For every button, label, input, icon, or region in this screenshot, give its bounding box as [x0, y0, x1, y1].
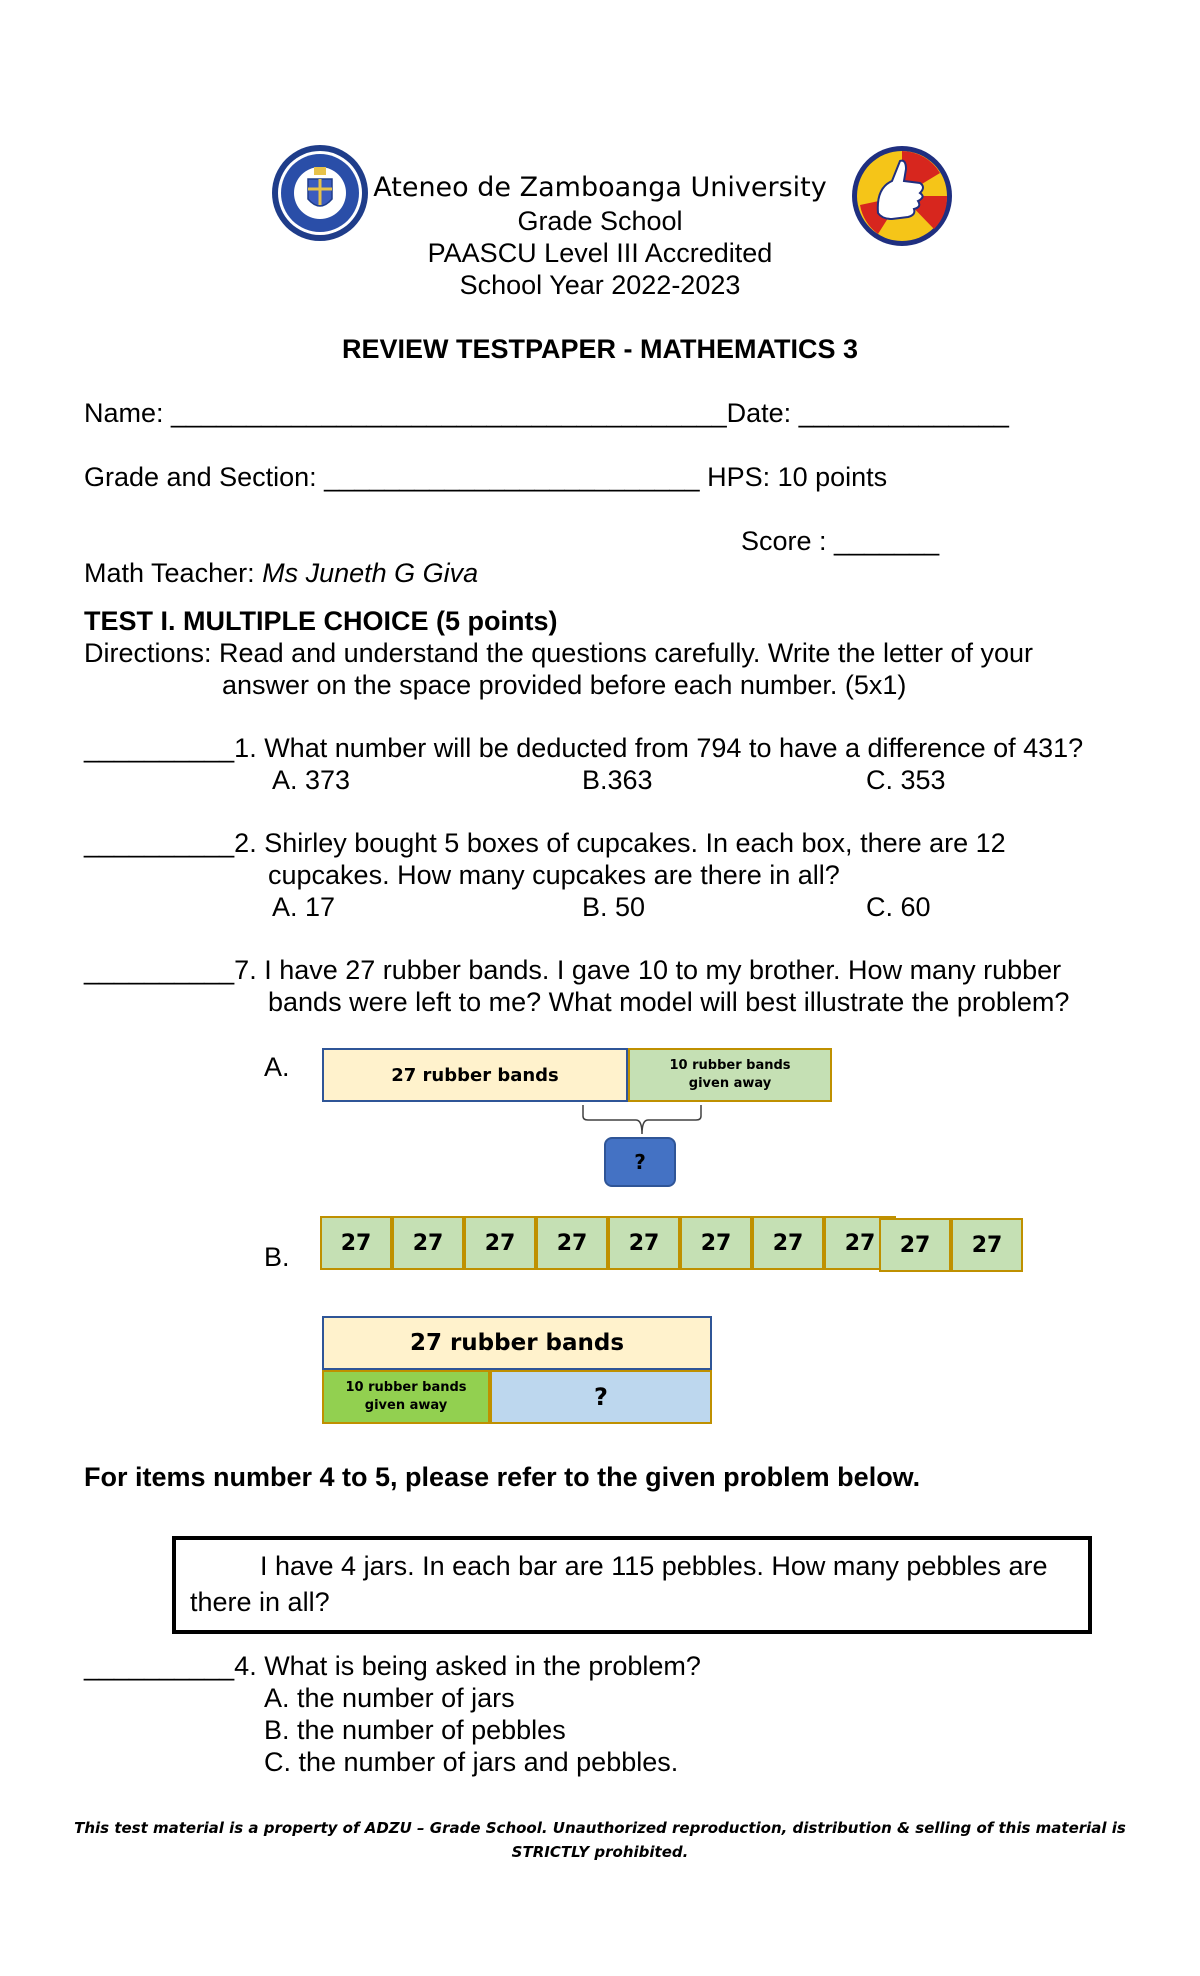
question-7-line2: bands were left to me? What model will best illustrate the problem? — [268, 987, 1070, 1017]
model-b-cell-value: 27 — [899, 1232, 931, 1258]
date-blank: ______________ — [798, 398, 1009, 428]
grade-label: Grade and Section: — [84, 462, 325, 492]
hps-label: HPS: 10 points — [707, 462, 888, 492]
answer-blank: __________ — [84, 828, 235, 858]
model-b-cell — [951, 1218, 1023, 1272]
grade-blank: _________________________ — [324, 462, 700, 492]
problem-line2: there in all? — [190, 1587, 330, 1617]
school-year: School Year 2022-2023 — [459, 270, 741, 300]
teacher-row — [84, 557, 478, 589]
grade-row — [84, 461, 887, 493]
question-4-text: 4. What is being asked in the problem? — [234, 1651, 701, 1681]
model-a-unknown-label: ? — [634, 1150, 646, 1174]
question-2-line2: cupcakes. How many cupcakes are there in all? — [268, 860, 840, 890]
problem-line1: I have 4 jars. In each bar are 115 pebbles. How many pebbles are — [260, 1551, 1048, 1581]
q1-choice-c: C. 353 — [866, 765, 946, 795]
model-b-cell-value: 27 — [412, 1230, 444, 1256]
answer-blank: __________ — [84, 733, 235, 763]
score-label: Score : — [741, 526, 835, 556]
question-1 — [84, 732, 1083, 764]
items-4-5-heading: For items number 4 to 5, please refer to the given problem below. — [84, 1462, 921, 1492]
model-c-unknown-label: ? — [594, 1383, 608, 1411]
teacher-label: Math Teacher: — [84, 558, 263, 588]
question-1-text: 1. What number will be deducted from 794 to have a difference of 431? — [234, 733, 1084, 763]
footer-line2: STRICTLY prohibited. — [511, 1843, 689, 1861]
option-a-label: A. — [264, 1052, 290, 1082]
directions-line2: answer on the space provided before each number. (5x1) — [222, 670, 907, 700]
model-b-cell — [320, 1216, 392, 1270]
test1-heading: TEST I. MULTIPLE CHOICE (5 points) — [84, 606, 558, 636]
model-a-total-label: 27 rubber bands — [391, 1064, 559, 1086]
model-b-cell-value: 27 — [844, 1230, 876, 1256]
accreditation: PAASCU Level III Accredited — [427, 238, 773, 268]
question-2-line1: 2. Shirley bought 5 boxes of cupcakes. In each box, there are 12 — [234, 828, 1006, 858]
model-b-cell — [392, 1216, 464, 1270]
university-name: Ateneo de Zamboanga University — [373, 172, 827, 203]
model-a-total-box — [322, 1048, 628, 1102]
question-2 — [84, 827, 1006, 859]
model-b-cell-value: 27 — [628, 1230, 660, 1256]
model-c-given-box — [322, 1370, 490, 1424]
question-4 — [84, 1650, 701, 1682]
model-c-total-label: 27 rubber bands — [409, 1330, 625, 1356]
model-b-cell — [752, 1216, 824, 1270]
model-a-given-label: 10 rubber bands given away — [669, 1058, 791, 1091]
model-b-cell — [680, 1216, 752, 1270]
answer-blank: __________ — [84, 955, 235, 985]
model-b-cell-value: 27 — [484, 1230, 516, 1256]
q4-choice-b: B. the number of pebbles — [264, 1715, 566, 1745]
model-a-given-box — [628, 1048, 832, 1102]
q2-choice-c: C. 60 — [866, 892, 931, 922]
model-b-cell-value: 27 — [556, 1230, 588, 1256]
q4-choice-c: C. the number of jars and pebbles. — [264, 1747, 679, 1777]
model-b-cell-value: 27 — [971, 1232, 1003, 1258]
question-7 — [84, 954, 1061, 986]
teacher-name: Ms Juneth G Giva — [262, 558, 479, 588]
q1-choice-a: A. 373 — [272, 765, 351, 795]
question-7-line1: 7. I have 27 rubber bands. I gave 10 to my brother. How many rubber — [234, 955, 1062, 985]
model-b-cell — [536, 1216, 608, 1270]
option-b-label: B. — [264, 1242, 290, 1272]
model-c-total-box — [322, 1316, 712, 1370]
problem-box — [172, 1536, 1092, 1634]
name-blank: _____________________________________ — [171, 398, 727, 428]
model-b-cell — [464, 1216, 536, 1270]
score-blank: _______ — [834, 526, 940, 556]
q2-choice-a: A. 17 — [272, 892, 336, 922]
date-label: Date: — [726, 398, 799, 428]
q4-choice-a: A. the number of jars — [264, 1683, 515, 1713]
model-b-cell — [879, 1218, 951, 1272]
model-b-cell-value: 27 — [772, 1230, 804, 1256]
model-b-cell-value: 27 — [340, 1230, 372, 1256]
model-c-given-label: 10 rubber bands given away — [345, 1380, 467, 1413]
name-label: Name: — [84, 398, 172, 428]
model-b-cell-value: 27 — [700, 1230, 732, 1256]
model-a-brace — [580, 1104, 704, 1136]
footer-line1: This test material is a property of ADZU – Grade School. Unauthorized reproduction, distribution & selling of this material is — [74, 1819, 1126, 1837]
model-b-cell — [608, 1216, 680, 1270]
directions-line1: Directions: Read and understand the questions carefully. Write the letter of your — [84, 638, 1034, 668]
answer-blank: __________ — [84, 1651, 235, 1681]
model-c-unknown-box — [490, 1370, 712, 1424]
school-name: Grade School — [517, 206, 683, 236]
name-row — [84, 397, 1009, 429]
page-title: REVIEW TESTPAPER - MATHEMATICS 3 — [341, 334, 859, 364]
q1-choice-b: B.363 — [582, 765, 653, 795]
score-row — [741, 525, 939, 557]
model-a-unknown-box — [604, 1137, 676, 1187]
q2-choice-b: B. 50 — [582, 892, 646, 922]
